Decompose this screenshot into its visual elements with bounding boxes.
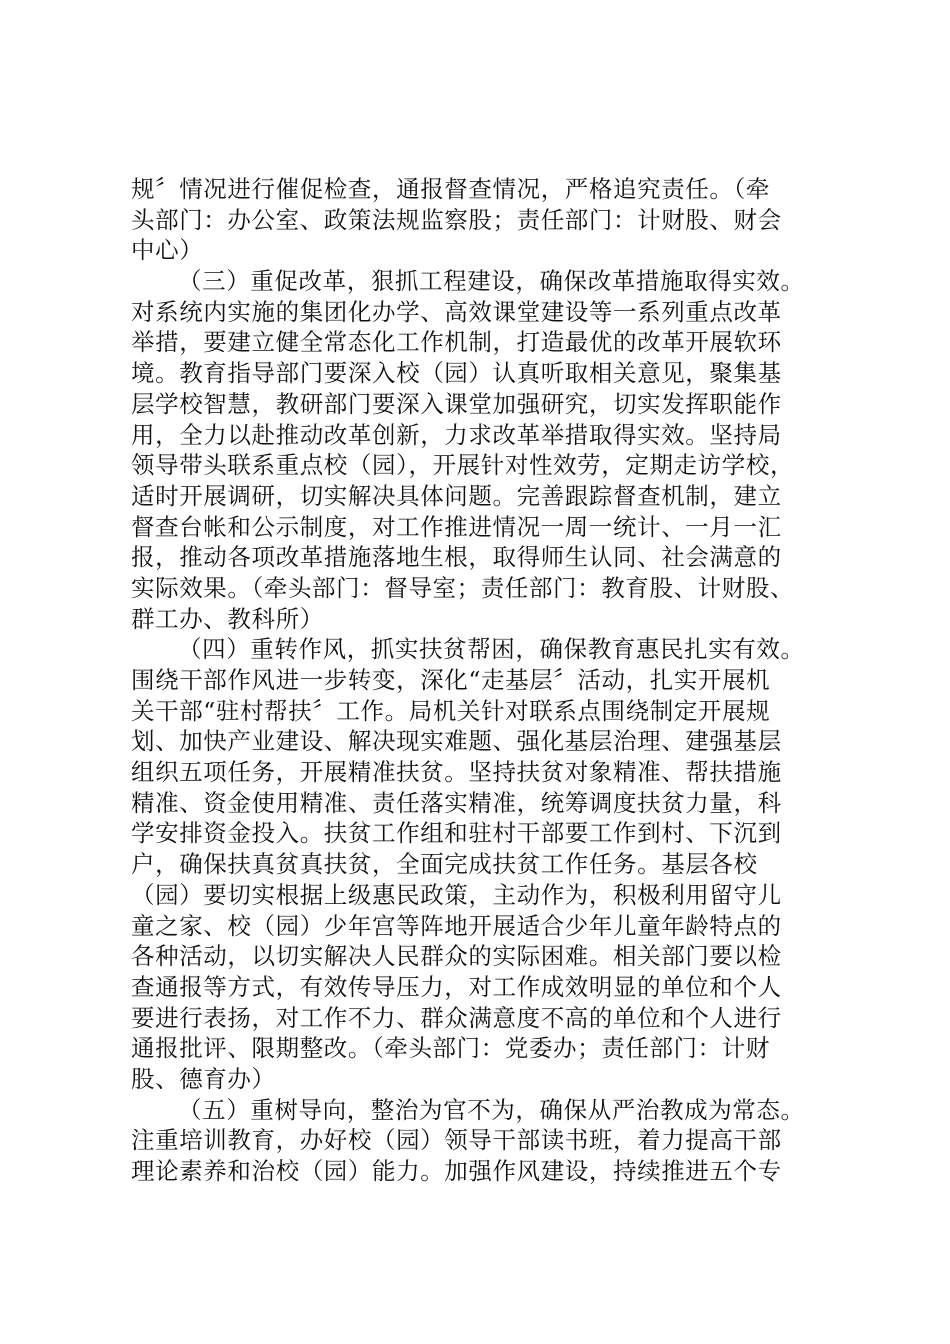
- section-heading-line: （三）重促改革，狠抓工程建设，确保改革措施取得实效。: [178, 267, 805, 296]
- text-line: 股、德育办）: [131, 1064, 276, 1093]
- text-line: 围绕干部作风进一步转变，深化“走基层〞活动，扎实开展机: [131, 666, 771, 694]
- text-line: 要进行表扬，对工作不力、群众满意度不高的单位和个人进行: [131, 1003, 782, 1032]
- text-line: 实际效果。（牵头部门：督导室；责任部门：教育股、计财股、: [131, 573, 795, 602]
- document-body: [131, 174, 831, 1187]
- text-line: 报，推动各项改革措施落地生根，取得师生认同、社会满意的: [131, 543, 782, 572]
- text-line: 规〞情况进行催促检查，通报督查情况，严格追究责任。（牵: [131, 175, 770, 203]
- text-line: 户，确保扶真贫真扶贫，全面完成扶贫工作任务。基层各校: [131, 850, 758, 879]
- text-line: 关干部“驻村帮扶〞工作。局机关针对联系点围绕制定开展规: [131, 696, 771, 725]
- text-line: 举措，要建立健全常态化工作机制，打造最优的改革开展软环: [131, 328, 782, 357]
- text-line: 对系统内实施的集团化办学、高效课堂建设等一系列重点改革: [131, 297, 782, 326]
- text-line: 层学校智慧，教研部门要深入课堂加强研究，切实发挥职能作: [131, 389, 782, 418]
- text-line: 学安排资金投入。扶贫工作组和驻村干部要工作到村、下沉到: [131, 819, 782, 848]
- text-line: 境。教育指导部门要深入校（园）认真听取相关意见，聚集基: [131, 359, 782, 388]
- text-line: 领导带头联系重点校（园），开展针对性效劳，定期走访学校，: [131, 451, 795, 480]
- text-line: 查通报等方式，有效传导压力，对工作成效明显的单位和个人: [131, 972, 782, 1001]
- text-line: 适时开展调研，切实解决具体问题。完善跟踪督查机制，建立: [131, 481, 782, 510]
- text-line: 群工办、教科所）: [131, 604, 324, 633]
- text-line: 各种活动，以切实解决人民群众的实际困难。相关部门要以检: [131, 942, 782, 971]
- text-line: 督查台帐和公示制度，对工作推进情况一周一统计、一月一汇: [131, 512, 782, 541]
- text-line: 理论素养和治校（园）能力。加强作风建设，持续推进五个专: [131, 1157, 782, 1185]
- text-line: 精准、资金使用精准、责任落实精准，统筹调度扶贫力量，科: [131, 788, 782, 817]
- text-line: （园）要切实根据上级惠民政策，主动作为，积极利用留守儿: [131, 880, 782, 909]
- section-heading-line: （五）重树导向，整治为官不为，确保从严治教成为常态。: [178, 1095, 805, 1124]
- text-line: 童之家、校（园）少年宫等阵地开展适合少年儿童年龄特点的: [131, 911, 782, 940]
- text-line: 通报批评、限期整改。（牵头部门：党委办；责任部门：计财: [131, 1034, 770, 1063]
- section-heading-line: （四）重转作风，抓实扶贫帮困，确保教育惠民扎实有效。: [178, 635, 805, 664]
- text-line: 中心）: [131, 236, 204, 265]
- text-line: 组织五项任务，开展精准扶贫。坚持扶贫对象精准、帮扶措施: [131, 758, 782, 787]
- text-line: 头部门：办公室、政策法规监察股；责任部门：计财股、财会: [131, 205, 782, 234]
- text-line: 划、加快产业建设、解决现实难题、强化基层治理、建强基层: [131, 727, 782, 756]
- text-line: 用，全力以赴推动改革创新，力求改革举措取得实效。坚持局: [131, 420, 782, 449]
- text-line: 注重培训教育，办好校（园）领导干部读书班，着力提高干部: [131, 1126, 782, 1155]
